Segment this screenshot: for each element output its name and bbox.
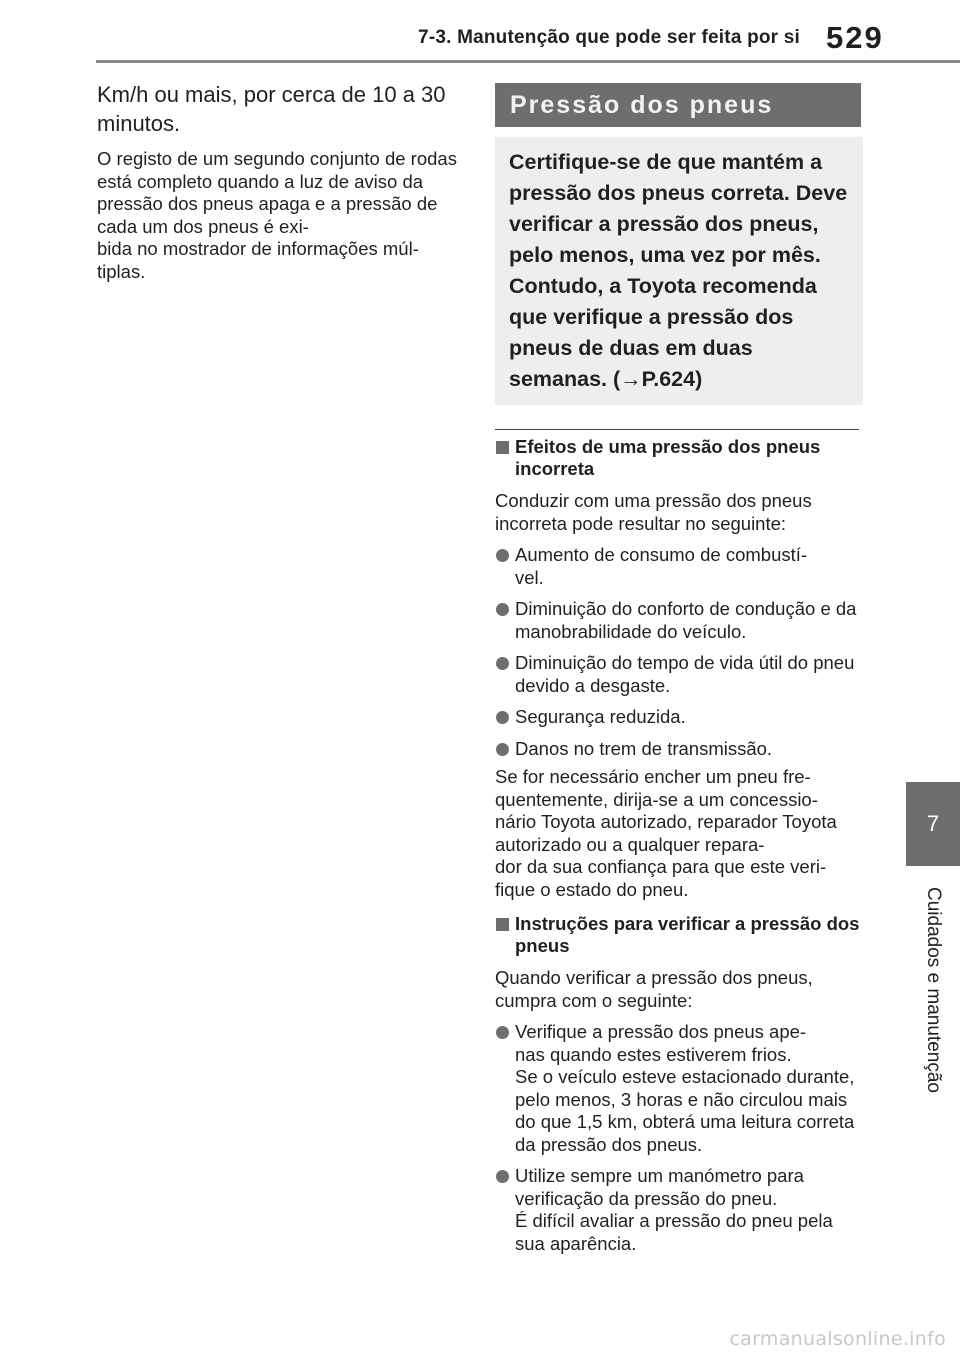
list-item: [495, 1165, 863, 1255]
chapter-tab: [906, 782, 960, 866]
circle-bullet-icon: [496, 1026, 509, 1039]
list-item: [495, 652, 863, 697]
circle-bullet-icon: [496, 657, 509, 670]
subheading-effects: [495, 436, 863, 480]
chapter-title-vertical: Cuidados e manutenção: [923, 887, 944, 1093]
lead-text: Km/h ou mais, por cerca de 10 a 30 minutos.: [97, 82, 446, 136]
subheading-instructions: [495, 913, 863, 957]
watermark: carmanualsonline.info: [729, 1328, 946, 1350]
square-bullet-icon: [496, 441, 509, 454]
section-title: Pressão dos pneus: [510, 90, 774, 119]
circle-bullet-icon: [496, 743, 509, 756]
arrow-right-icon: →: [620, 367, 642, 391]
list-item: [495, 706, 863, 729]
summary-box: [495, 137, 863, 405]
list-item-text: Diminuição do conforto de condução e da manobrabilidade do veículo.: [515, 598, 857, 642]
list-item-text: Aumento de consumo de combustí- vel.: [515, 544, 808, 588]
list-item: [495, 1021, 863, 1156]
chapter-number: 7: [926, 811, 940, 836]
section-title-bar: [495, 83, 861, 127]
effects-closing: Se for necessário encher um pneu fre- quentemente, dirija-se a um concessio- nário Toyota autorizado, reparador Toyota autorizado ou a qualquer repara- dor da sua confiança para que este veri- fique o estado do pneu.: [495, 766, 837, 900]
list-item-text: Diminuição do tempo de vida útil do pneu devido a desgaste.: [515, 652, 855, 696]
summary-text: Certifique-se de que mantém a pressão dos pneus correta. Deve verificar a pressão dos pneus, pelo menos, uma vez por mês. Contudo, a Toyota recomenda que verifique a pressão dos pneus de duas em duas semanas. (: [509, 150, 848, 391]
effects-intro: Conduzir com uma pressão dos pneus incorreta pode resultar no seguinte:: [495, 490, 812, 534]
list-item-text: Utilize sempre um manómetro para verificação da pressão do pneu. É difícil avaliar a pressão do pneu pela sua aparência.: [515, 1165, 833, 1254]
page-number: 529: [826, 20, 884, 55]
page-reference-link[interactable]: P.624): [641, 367, 703, 391]
right-column: [495, 83, 863, 1255]
list-item: [495, 544, 863, 589]
section-header-title: 7-3. Manutenção que pode ser feita por si: [418, 27, 800, 48]
square-bullet-icon: [496, 918, 509, 931]
instructions-intro: Quando verificar a pressão dos pneus, cumpra com o seguinte:: [495, 967, 813, 1011]
circle-bullet-icon: [496, 711, 509, 724]
list-item: [495, 738, 863, 761]
list-item-text: Segurança reduzida.: [515, 706, 686, 727]
section-divider: [495, 429, 859, 430]
list-item-text: Danos no trem de transmissão.: [515, 737, 773, 759]
registration-paragraph: O registo de um segundo conjunto de rodas está completo quando a luz de aviso da pressão dos pneus apaga e a pressão de cada um dos pneus é exi- bida no mostrador de informações múl- tiplas.: [97, 148, 457, 282]
circle-bullet-icon: [496, 603, 509, 616]
subheading-text: Efeitos de uma pressão dos pneus incorreta: [515, 436, 821, 479]
subheading-text: Instruções para verificar a pressão dos pneus: [515, 913, 860, 956]
header-divider: [96, 60, 960, 63]
circle-bullet-icon: [496, 1170, 509, 1183]
left-column: [97, 80, 459, 283]
list-item: [495, 598, 863, 643]
circle-bullet-icon: [496, 549, 509, 562]
list-item-text: Verifique a pressão dos pneus ape- nas quando estes estiverem frios. Se o veículo esteve estacionado durante, pelo menos, 3 horas e não circulou mais do que 1,5 km, obterá uma leitura correta da pressão dos pneus.: [515, 1021, 855, 1155]
